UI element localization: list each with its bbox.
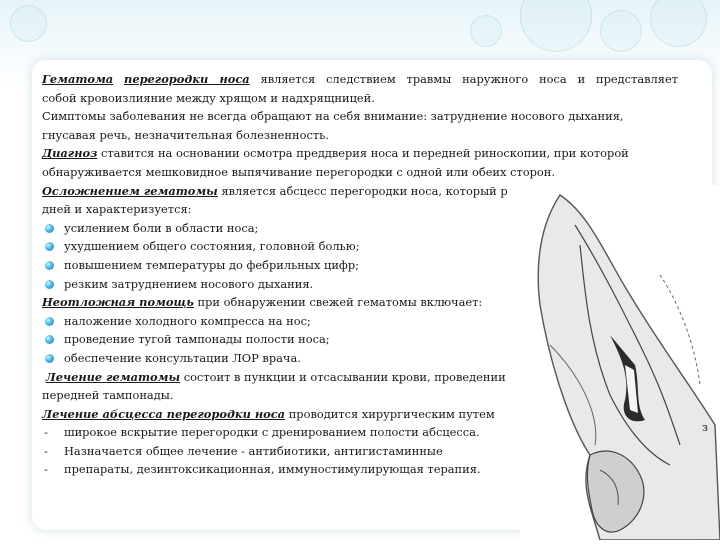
list-item-text: наложение холодного компресса на нос; <box>64 313 311 328</box>
bullet-icon <box>45 261 54 270</box>
document-body <box>42 70 678 479</box>
paragraph-hematoma <box>42 70 678 89</box>
list-item-text: препараты, дезинтоксикационная, иммуностимулирующая терапия. <box>64 462 481 477</box>
figure-label: з <box>702 421 708 434</box>
term-diagnosis: Диагноз <box>42 146 98 161</box>
bullet-icon <box>45 335 54 344</box>
list-item-text: обеспечение консультации ЛОР врача. <box>64 350 301 365</box>
list-item-text: широкое вскрытие перегородки с дренированием полости абсцесса. <box>64 425 480 440</box>
list-item <box>42 330 678 349</box>
paragraph-text: гнусавая речь, незначительная болезненность. <box>42 127 329 142</box>
list-item <box>42 312 678 331</box>
decor-bubble <box>10 5 47 42</box>
list-item-text: Назначается общее лечение - антибиотики, антигистаминные <box>64 443 443 458</box>
paragraph-complication <box>42 182 678 201</box>
paragraph-text: при обнаружении свежей гематомы включает: <box>193 295 483 310</box>
paragraph-text: проводится хирургическим путем <box>285 406 495 421</box>
paragraph-treatment-abscess <box>42 405 678 424</box>
list-item <box>42 442 678 461</box>
paragraph-text: дней и характеризуется: <box>42 202 192 217</box>
list-item <box>42 237 678 256</box>
list-item <box>42 423 678 442</box>
term-septum: перегородки носа <box>124 72 250 86</box>
bullet-icon <box>45 317 54 326</box>
paragraph-text: ставится на основании осмотра преддверия носа и передней риноскопии, при которой <box>97 146 629 161</box>
dash-marker: - <box>44 425 48 440</box>
bullet-icon <box>45 242 54 251</box>
dash-marker: - <box>44 462 48 477</box>
bullet-icon <box>45 224 54 233</box>
decor-bubble <box>600 10 642 52</box>
list-item <box>42 460 678 479</box>
term-emergency: Неотложная помощь <box>42 295 194 310</box>
term-hematoma: Гематома <box>42 72 114 86</box>
list-item-text: резким затруднением носового дыхания. <box>64 276 314 291</box>
paragraph-text: является следствием травмы наружного носа и представляет <box>249 72 678 86</box>
paragraph-text: состоит в пункции и отсасывании крови, проведении <box>180 369 506 384</box>
list-item-text: проведение тугой тампонады полости носа; <box>64 332 330 347</box>
list-item-text: ухудшением общего состояния, головной болью; <box>64 239 360 254</box>
bullet-icon <box>45 280 54 289</box>
list-item-text: повышением температуры до фебрильных цифр; <box>64 257 359 272</box>
term-treatment-abscess: Лечение абсцесса перегородки носа <box>42 406 286 421</box>
list-item <box>42 219 678 238</box>
dash-marker: - <box>44 443 48 458</box>
paragraph-treatment-hematoma <box>42 368 678 387</box>
list-item <box>42 256 678 275</box>
paragraph-text: собой кровоизлияние между хрящом и надхрящницей. <box>42 90 375 105</box>
bullet-icon <box>45 354 54 363</box>
paragraph-text: передней тампонады. <box>42 388 174 403</box>
list-item <box>42 275 678 294</box>
term-treatment-hematoma: Лечение гематомы <box>45 369 181 384</box>
paragraph-symptoms: Симптомы заболевания не всегда обращают на себя внимание: затруднение носового дыхания, <box>42 109 624 124</box>
paragraph-text: является абсцесс перегородки носа, который р <box>217 183 508 198</box>
paragraph-emergency <box>42 293 678 312</box>
list-item-text: усилением боли в области носа; <box>64 220 259 235</box>
term-complication: Осложнением гематомы <box>42 183 218 198</box>
paragraph-text: обнаруживается мешковидное выпячивание перегородки с одной или обеих сторон. <box>42 164 555 179</box>
paragraph-diagnosis <box>42 144 678 163</box>
decor-bubble <box>470 15 502 47</box>
list-item <box>42 349 678 368</box>
